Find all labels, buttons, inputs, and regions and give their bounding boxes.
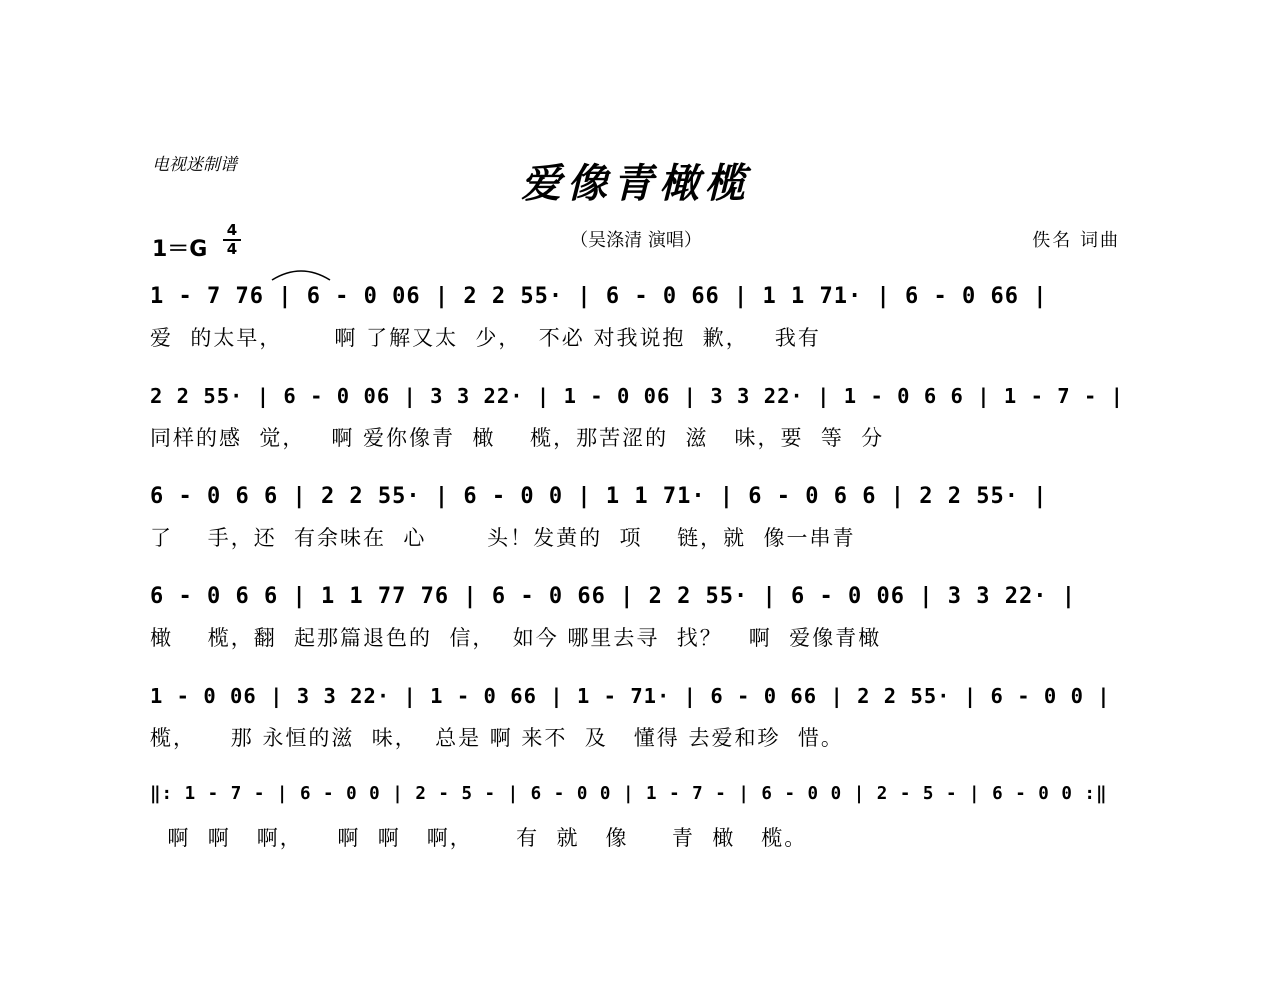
- notes-line: 2 2 55· | 6 - 0 06 | 3 3 22· | 1 - 0 06 | 3 3 22· | 1 - 0 6 6 | 1 - 7 - |: [150, 384, 1124, 408]
- notes-line: 6 - 0 6 6 | 1 1 77 76 | 6 - 0 66 | 2 2 55· | 6 - 0 06 | 3 3 22· |: [150, 584, 1076, 609]
- lyrics-line: 榄， 那 永恒的滋 味， 总是 啊 来不 及 懂得 去爱和珍 惜。: [150, 726, 844, 750]
- key-signature: 1＝G: [152, 237, 208, 262]
- tie-mark: [268, 262, 334, 282]
- lyrics-line: 橄 榄，翻 起那篇退色的 信， 如今 哪里去寻 找？ 啊 爱像青橄: [150, 626, 882, 650]
- lyrics-line: 啊 啊 啊， 啊 啊 啊， 有 就 像 青 橄 榄。: [150, 826, 808, 850]
- score-maker: 电视迷制谱: [152, 155, 237, 175]
- notes-line: 1 - 7 76 | 6 - 0 06 | 2 2 55· | 6 - 0 66 | 1 1 71· | 6 - 0 66 |: [150, 284, 1048, 309]
- score-row-4: [150, 584, 1125, 674]
- credits: 佚名 词曲: [1032, 230, 1120, 251]
- notes-line: 6 - 0 6 6 | 2 2 55· | 6 - 0 0 | 1 1 71· | 6 - 0 6 6 | 2 2 55· |: [150, 484, 1048, 509]
- song-title: 爱像青橄榄: [521, 160, 751, 207]
- lyrics-line: 爱 的太早， 啊 了解又太 少， 不必 对我说抱 歉， 我有: [150, 326, 821, 350]
- score-row-5: [150, 684, 1125, 774]
- score-row-1: [150, 284, 1125, 374]
- score-row-6: [150, 784, 1125, 874]
- notes-line: ‖: 1 - 7 - | 6 - 0 0 | 2 - 5 - | 6 - 0 0 | 1 - 7 - | 6 - 0 0 | 2 - 5 - | 6 - 0 0 :‖: [150, 784, 1108, 804]
- time-signature: [220, 222, 244, 258]
- score-row-3: [150, 484, 1125, 574]
- performer-line: （吴涤清 演唱）: [570, 230, 702, 251]
- score-row-2: [150, 384, 1125, 474]
- time-signature-bottom: 4: [226, 240, 238, 258]
- notes-line: 1 - 0 06 | 3 3 22· | 1 - 0 66 | 1 - 71· | 6 - 0 66 | 2 2 55· | 6 - 0 0 |: [150, 684, 1111, 708]
- time-signature-top: 4: [226, 221, 238, 239]
- lyrics-line: 同样的感 觉， 啊 爱你像青 橄 榄，那苦涩的 滋 味，要 等 分: [150, 426, 885, 450]
- lyrics-line: 了 手，还 有余味在 心 头！发黄的 项 链，就 像一串青: [150, 526, 856, 550]
